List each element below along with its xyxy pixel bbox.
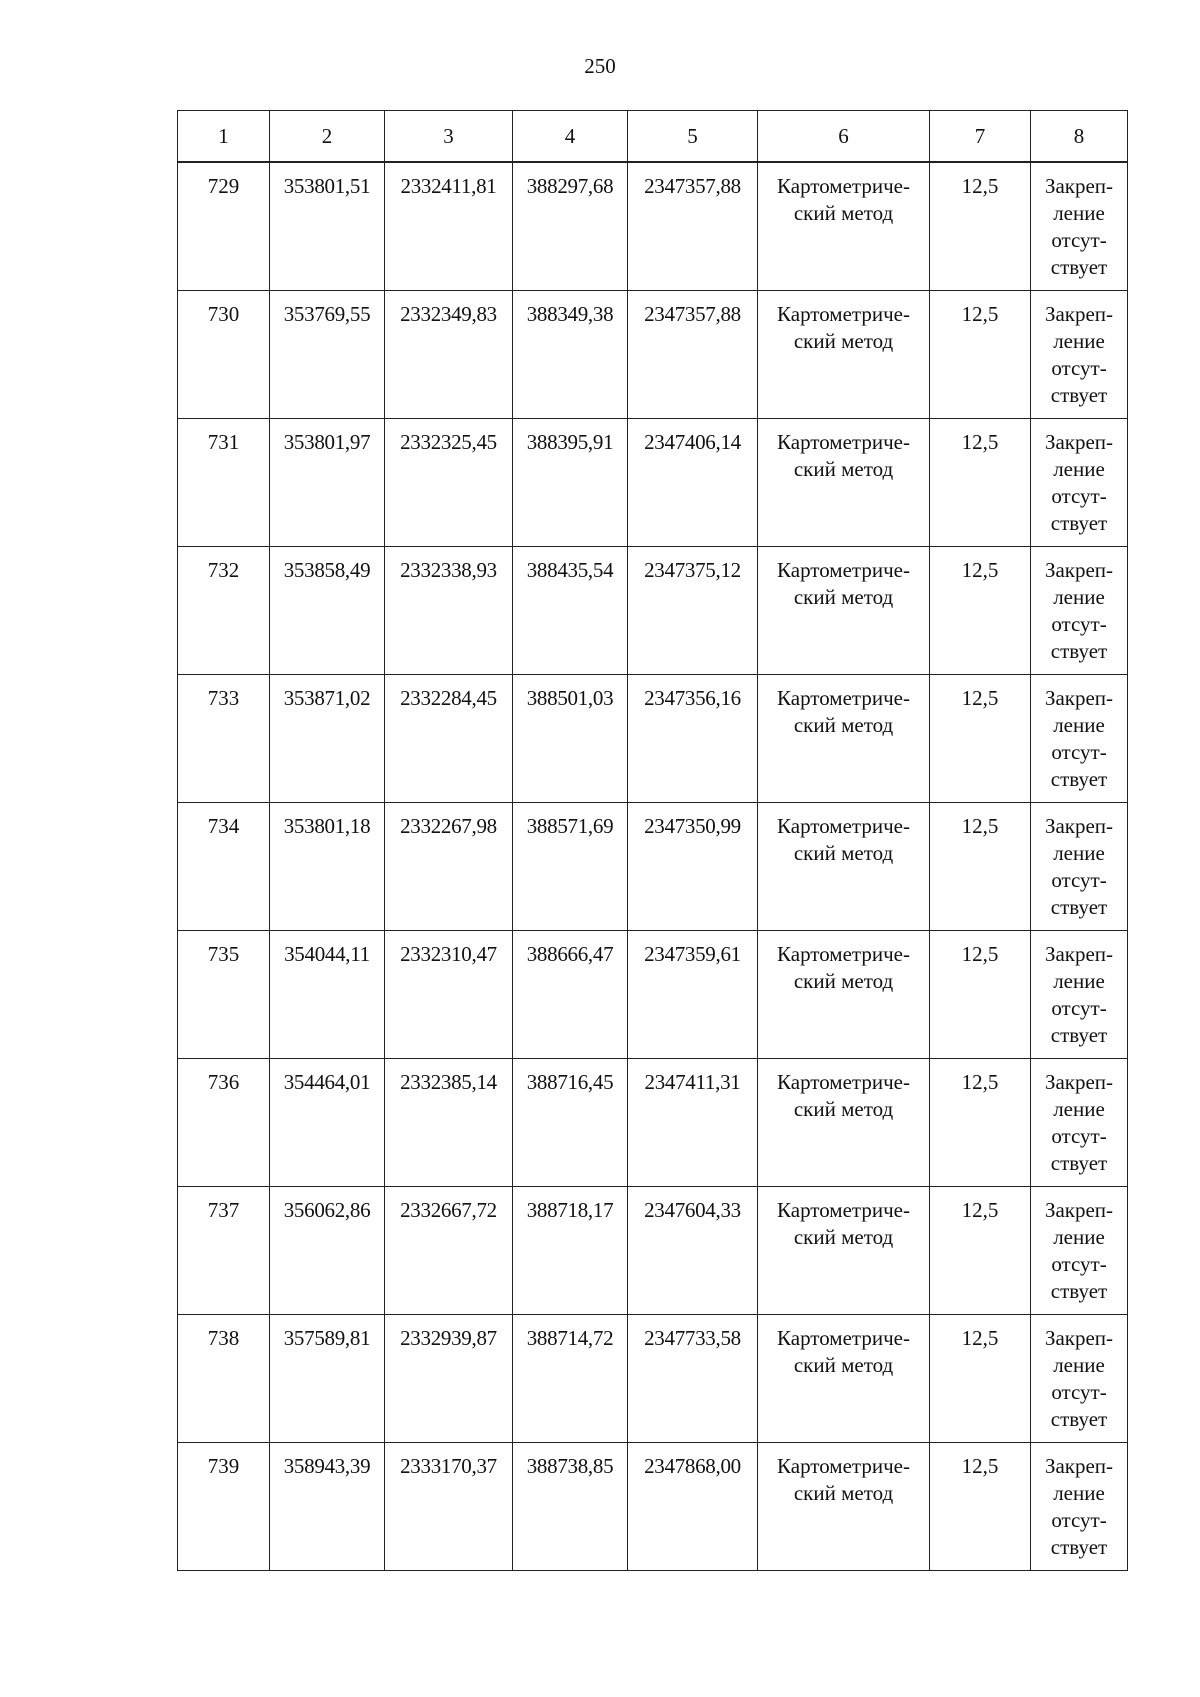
table-row <box>178 930 1128 1058</box>
fixing-cell-text: Закреп- ление отсут- ствует <box>1044 301 1114 407</box>
fixing-cell <box>1031 1442 1128 1570</box>
accuracy-cell <box>930 546 1031 674</box>
method-cell-text: Картометриче- ский метод <box>777 1453 910 1505</box>
coordinate-cell <box>385 162 513 290</box>
coordinate-cell-text: 2332411,81 <box>400 174 497 198</box>
fixing-cell <box>1031 1314 1128 1442</box>
accuracy-cell-text: 12,5 <box>961 301 999 326</box>
point-number-cell-text: 735 <box>207 941 240 966</box>
column-header-8: 8 <box>1031 111 1128 163</box>
accuracy-cell <box>930 1186 1031 1314</box>
accuracy-cell-text: 12,5 <box>961 685 999 710</box>
coordinate-cell-text: 388435,54 <box>526 557 614 582</box>
coordinate-cell <box>628 418 758 546</box>
accuracy-cell <box>930 1058 1031 1186</box>
point-number-cell <box>178 1186 270 1314</box>
coordinate-cell-text: 2347604,33 <box>644 1197 741 1222</box>
coordinate-cell-text: 357589,81 <box>283 1325 371 1350</box>
point-number-cell <box>178 1314 270 1442</box>
coordinate-cell-text: 356062,86 <box>283 1197 371 1222</box>
point-number-cell-text: 731 <box>207 429 240 454</box>
coordinate-cell-text: 2332338,93 <box>400 557 497 582</box>
table-header-row <box>178 111 1128 163</box>
coordinate-cell <box>385 1442 513 1570</box>
column-header-3: 3 <box>385 111 513 163</box>
accuracy-cell <box>930 674 1031 802</box>
coordinate-cell-text: 353801,51 <box>283 174 371 198</box>
fixing-cell-text: Закреп- ление отсут- ствует <box>1044 1453 1114 1559</box>
method-cell <box>758 418 930 546</box>
coordinate-cell <box>628 1442 758 1570</box>
point-number-cell <box>178 418 270 546</box>
coordinate-cell-text: 2347356,16 <box>644 685 741 710</box>
table-row <box>178 1186 1128 1314</box>
coordinate-cell-text: 2332385,14 <box>400 1069 497 1094</box>
coordinate-cell <box>628 162 758 290</box>
coordinate-cell <box>628 290 758 418</box>
point-number-cell <box>178 546 270 674</box>
coordinate-cell <box>628 1314 758 1442</box>
accuracy-cell-text: 12,5 <box>961 1325 999 1350</box>
coordinate-cell-text: 353801,18 <box>283 813 371 838</box>
method-cell-text: Картометриче- ский метод <box>777 1325 910 1377</box>
method-cell <box>758 1058 930 1186</box>
coordinate-cell <box>385 418 513 546</box>
column-header-1: 1 <box>178 111 270 163</box>
point-number-cell-text: 734 <box>207 813 240 838</box>
coordinate-cell <box>628 674 758 802</box>
fixing-cell <box>1031 930 1128 1058</box>
coordinate-cell-text: 2332939,87 <box>400 1325 497 1350</box>
table-row <box>178 674 1128 802</box>
coordinate-cell <box>628 1058 758 1186</box>
table-body <box>178 162 1128 1570</box>
table-row <box>178 546 1128 674</box>
point-number-cell-text: 737 <box>207 1197 240 1222</box>
column-header-6: 6 <box>758 111 930 163</box>
fixing-cell-text: Закреп- ление отсут- ствует <box>1044 685 1114 791</box>
accuracy-cell-text: 12,5 <box>961 941 999 966</box>
method-cell-text: Картометриче- ский метод <box>777 685 910 737</box>
method-cell <box>758 802 930 930</box>
coordinate-cell-text: 388297,68 <box>526 174 614 198</box>
coordinate-cell <box>628 802 758 930</box>
coordinate-cell <box>513 930 628 1058</box>
accuracy-cell <box>930 162 1031 290</box>
accuracy-cell-text: 12,5 <box>961 429 999 454</box>
column-header-4: 4 <box>513 111 628 163</box>
coordinate-cell-text: 353871,02 <box>283 685 371 710</box>
method-cell <box>758 1314 930 1442</box>
method-cell-text: Картометриче- ский метод <box>777 1069 910 1121</box>
method-cell-text: Картометриче- ский метод <box>777 941 910 993</box>
fixing-cell-text: Закреп- ление отсут- ствует <box>1044 1069 1114 1175</box>
accuracy-cell <box>930 418 1031 546</box>
fixing-cell <box>1031 1186 1128 1314</box>
column-header-5: 5 <box>628 111 758 163</box>
coordinate-cell <box>385 290 513 418</box>
fixing-cell <box>1031 546 1128 674</box>
coordinate-cell-text: 2332310,47 <box>400 941 497 966</box>
method-cell-text: Картометриче- ский метод <box>777 174 910 225</box>
accuracy-cell <box>930 1442 1031 1570</box>
coordinate-cell-text: 388666,47 <box>526 941 614 966</box>
coordinate-cell <box>270 1058 385 1186</box>
coordinate-cell <box>270 418 385 546</box>
coordinate-cell-text: 388714,72 <box>526 1325 614 1350</box>
coordinate-cell-text: 353801,97 <box>283 429 371 454</box>
coordinate-cell <box>513 1314 628 1442</box>
coordinate-cell <box>270 802 385 930</box>
coordinate-cell <box>513 1058 628 1186</box>
page-number: 250 <box>584 54 616 78</box>
coordinate-cell <box>385 546 513 674</box>
fixing-cell-text: Закреп- ление отсут- ствует <box>1044 1197 1114 1303</box>
coordinate-cell <box>270 674 385 802</box>
point-number-cell <box>178 290 270 418</box>
coordinate-cell-text: 2347350,99 <box>644 813 741 838</box>
coordinate-cell <box>628 1186 758 1314</box>
coordinate-cell <box>513 162 628 290</box>
point-number-cell <box>178 1058 270 1186</box>
coordinate-cell-text: 2333170,37 <box>400 1453 497 1478</box>
point-number-cell-text: 739 <box>207 1453 240 1478</box>
coordinate-cell-text: 2332284,45 <box>400 685 497 710</box>
point-number-cell-text: 729 <box>207 174 240 198</box>
accuracy-cell-text: 12,5 <box>961 813 999 838</box>
coordinate-cell <box>385 674 513 802</box>
coordinate-cell-text: 388716,45 <box>526 1069 614 1094</box>
coordinate-cell-text: 388349,38 <box>526 301 614 326</box>
coordinate-cell-text: 388718,17 <box>526 1197 614 1222</box>
coordinate-cell <box>513 802 628 930</box>
coordinate-cell <box>513 418 628 546</box>
point-number-cell-text: 738 <box>207 1325 240 1350</box>
method-cell <box>758 1186 930 1314</box>
coordinate-cell-text: 353769,55 <box>283 301 371 326</box>
accuracy-cell-text: 12,5 <box>961 1069 999 1094</box>
column-header-7: 7 <box>930 111 1031 163</box>
method-cell-text: Картометриче- ский метод <box>777 813 910 865</box>
fixing-cell <box>1031 674 1128 802</box>
coordinate-cell-text: 388501,03 <box>526 685 614 710</box>
method-cell <box>758 674 930 802</box>
coordinate-cell <box>385 1314 513 1442</box>
point-number-cell <box>178 674 270 802</box>
table-row <box>178 290 1128 418</box>
coordinate-cell-text: 358943,39 <box>283 1453 371 1478</box>
method-cell <box>758 162 930 290</box>
method-cell-text: Картометриче- ский метод <box>777 301 910 353</box>
table-row <box>178 418 1128 546</box>
coordinate-cell <box>628 930 758 1058</box>
table-row <box>178 1314 1128 1442</box>
column-header-2: 2 <box>270 111 385 163</box>
table-row <box>178 1442 1128 1570</box>
accuracy-cell <box>930 930 1031 1058</box>
table-row <box>178 1058 1128 1186</box>
fixing-cell-text: Закреп- ление отсут- ствует <box>1044 557 1114 663</box>
method-cell <box>758 546 930 674</box>
coordinate-cell <box>513 1186 628 1314</box>
fixing-cell <box>1031 802 1128 930</box>
point-number-cell <box>178 162 270 290</box>
fixing-cell-text: Закреп- ление отсут- ствует <box>1044 429 1114 535</box>
accuracy-cell <box>930 802 1031 930</box>
coordinate-cell-text: 2332267,98 <box>400 813 497 838</box>
method-cell <box>758 1442 930 1570</box>
coordinate-cell-text: 2347868,00 <box>644 1453 741 1478</box>
point-number-cell <box>178 930 270 1058</box>
coordinate-cell-text: 354464,01 <box>283 1069 371 1094</box>
method-cell <box>758 290 930 418</box>
coordinate-cell <box>513 674 628 802</box>
coordinate-cell-text: 2347357,88 <box>644 301 741 326</box>
coordinate-cell-text: 388571,69 <box>526 813 614 838</box>
accuracy-cell <box>930 1314 1031 1442</box>
coordinate-cell-text: 2347411,31 <box>644 1069 741 1094</box>
coordinates-table <box>177 110 1128 1571</box>
coordinate-cell <box>270 1314 385 1442</box>
coordinate-cell <box>513 290 628 418</box>
coordinate-cell-text: 2347406,14 <box>644 429 741 454</box>
fixing-cell-text: Закреп- ление отсут- ствует <box>1044 941 1114 1047</box>
coordinate-cell <box>270 1442 385 1570</box>
coordinate-cell-text: 2347359,61 <box>644 941 741 966</box>
coordinate-cell <box>270 546 385 674</box>
fixing-cell-text: Закреп- ление отсут- ствует <box>1044 813 1114 919</box>
point-number-cell <box>178 802 270 930</box>
method-cell-text: Картометриче- ский метод <box>777 1197 910 1249</box>
coordinate-cell <box>385 1058 513 1186</box>
coordinate-cell <box>385 930 513 1058</box>
accuracy-cell <box>930 290 1031 418</box>
method-cell <box>758 930 930 1058</box>
accuracy-cell-text: 12,5 <box>961 1453 999 1478</box>
coordinate-cell-text: 2347733,58 <box>644 1325 741 1350</box>
table-row <box>178 162 1128 290</box>
fixing-cell <box>1031 290 1128 418</box>
accuracy-cell-text: 12,5 <box>961 557 999 582</box>
coordinate-cell-text: 2332325,45 <box>400 429 497 454</box>
coordinate-cell-text: 354044,11 <box>284 941 370 966</box>
coordinate-cell <box>270 1186 385 1314</box>
point-number-cell-text: 733 <box>207 685 240 710</box>
coordinate-cell <box>270 162 385 290</box>
coordinate-cell-text: 2332349,83 <box>400 301 497 326</box>
coordinate-cell <box>270 930 385 1058</box>
coordinate-cell <box>628 546 758 674</box>
fixing-cell-text: Закреп- ление отсут- ствует <box>1044 174 1114 279</box>
accuracy-cell-text: 12,5 <box>961 1197 999 1222</box>
fixing-cell <box>1031 162 1128 290</box>
coordinate-cell-text: 388738,85 <box>526 1453 614 1478</box>
coordinate-cell <box>385 802 513 930</box>
coordinate-cell-text: 353858,49 <box>283 557 371 582</box>
fixing-cell <box>1031 418 1128 546</box>
coordinate-cell <box>270 290 385 418</box>
table-row <box>178 802 1128 930</box>
fixing-cell-text: Закреп- ление отсут- ствует <box>1044 1325 1114 1431</box>
method-cell-text: Картометриче- ский метод <box>777 557 910 609</box>
coordinate-cell <box>513 1442 628 1570</box>
point-number-cell-text: 736 <box>207 1069 240 1094</box>
coordinate-cell-text: 2332667,72 <box>400 1197 497 1222</box>
point-number-cell <box>178 1442 270 1570</box>
point-number-cell-text: 732 <box>207 557 240 582</box>
coordinate-cell-text: 388395,91 <box>526 429 614 454</box>
point-number-cell-text: 730 <box>207 301 240 326</box>
fixing-cell <box>1031 1058 1128 1186</box>
method-cell-text: Картометриче- ский метод <box>777 429 910 481</box>
accuracy-cell-text: 12,5 <box>961 174 999 198</box>
coordinate-cell-text: 2347375,12 <box>644 557 741 582</box>
coordinate-cell-text: 2347357,88 <box>644 174 741 198</box>
coordinate-cell <box>385 1186 513 1314</box>
coordinate-cell <box>513 546 628 674</box>
